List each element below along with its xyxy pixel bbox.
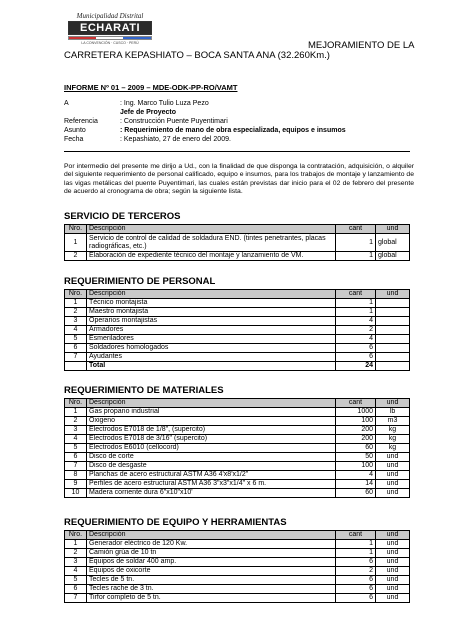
table-row (65, 299, 410, 308)
cell-und: kg (376, 435, 410, 444)
col-und: und (376, 531, 410, 540)
cell-cant: 1 (336, 540, 376, 549)
cell-und (376, 353, 410, 362)
meta-key: Fecha (64, 136, 84, 143)
report-number: INFORME Nº 01 – 2009 – MDE-ODK-PP-RO/VAMT (64, 83, 238, 92)
cell-cant: 4 (336, 471, 376, 480)
cell-desc: Oxigeno (87, 417, 336, 426)
cell-nro: 2 (65, 417, 87, 426)
table-row (65, 576, 410, 585)
table-row (65, 344, 410, 353)
body-paragraph: Por intermedio del presente me dirijo a Ud., con la finalidad de que disponga la contratación, adquisición, o alquiler del siguiente requerimiento de personal calificado, equipo e insumos, para los trabajos de montaje y lanzamiento de las vigas metálicas del puente Puyentimari, las cuales están previstas dar inicio para el 02 de febrero del presente de acuerdo al cronograma de obra; según la siguiente lista. (64, 163, 414, 196)
table-row (65, 435, 410, 444)
table-row (65, 417, 410, 426)
project-title-line1: MEJORAMIENTO DE LA (308, 40, 415, 51)
cell-und: und (376, 567, 410, 576)
cell-und (376, 362, 410, 371)
table-row (65, 462, 410, 471)
cell-desc: Servicio de control de calidad de soldadura END. (tintes penetrantes, placas radiográficas, etc.) (87, 234, 336, 252)
cell-und: und (376, 462, 410, 471)
table-row (65, 353, 410, 362)
cell-desc: Ayudantes (87, 353, 336, 362)
cell-desc: Tecles de 5 tn. (87, 576, 336, 585)
meta-key: Asunto (64, 127, 86, 134)
cell-nro: 6 (65, 453, 87, 462)
cell-desc: Esmeriladores (87, 335, 336, 344)
table-row (65, 558, 410, 567)
total-label: Total (87, 362, 336, 371)
table-row (65, 335, 410, 344)
cell-und (376, 326, 410, 335)
col-nro: Nro. (65, 225, 87, 234)
cell-cant: 60 (336, 489, 376, 498)
table-row (65, 489, 410, 498)
cell-nro: 1 (65, 408, 87, 417)
cell-cant: 6 (336, 558, 376, 567)
cell-cant: 14 (336, 480, 376, 489)
cell-nro: 2 (65, 252, 87, 261)
cell-desc: Electrodos E6010 (cellocord) (87, 444, 336, 453)
cell-desc: Elaboración de expediente técnico del montaje y lanzamiento de VM. (87, 252, 336, 261)
section-title-terceros: SERVICIO DE TERCEROS (64, 211, 181, 222)
section-title-equipo: REQUERIMIENTO DE EQUIPO Y HERRAMIENTAS (64, 517, 287, 528)
cell-desc: Tirfor completo de 5 tn. (87, 594, 336, 603)
table-materiales (64, 398, 410, 498)
cell-cant: 1 (336, 252, 376, 261)
cell-cant: 4 (336, 317, 376, 326)
cell-cant: 6 (336, 344, 376, 353)
table-row (65, 585, 410, 594)
cell-cant: 1 (336, 549, 376, 558)
col-cant: cant (336, 399, 376, 408)
cell-und: und (376, 480, 410, 489)
cell-nro: 5 (65, 444, 87, 453)
cell-und (376, 344, 410, 353)
section-title-personal: REQUERIMIENTO DE PERSONAL (64, 276, 216, 287)
cell-desc: Disco de desgaste (87, 462, 336, 471)
cell-und (376, 317, 410, 326)
table-row (65, 567, 410, 576)
cell-cant: 1 (336, 299, 376, 308)
cell-cant: 6 (336, 353, 376, 362)
meta-value: : Kepashiato, 27 de enero del 2009. (120, 136, 231, 143)
col-cant: cant (336, 531, 376, 540)
cell-desc: Maestro montajista (87, 308, 336, 317)
cell-nro: 7 (65, 594, 87, 603)
cell-und (376, 299, 410, 308)
cell-nro: 1 (65, 540, 87, 549)
meta-row-date (64, 135, 346, 144)
cell-nro: 3 (65, 558, 87, 567)
table-row (65, 234, 410, 252)
meta-key (64, 108, 120, 117)
cell-nro: 1 (65, 299, 87, 308)
cell-nro: 3 (65, 317, 87, 326)
col-desc: Descripción (87, 531, 336, 540)
cell-und: und (376, 576, 410, 585)
table-terceros (64, 224, 410, 261)
report-meta (64, 99, 346, 144)
cell-desc: Soldadores homologados (87, 344, 336, 353)
cell-desc: Madera corriente dura 6"x10"x10' (87, 489, 336, 498)
cell-und: und (376, 540, 410, 549)
cell-nro: 4 (65, 326, 87, 335)
project-title-line2: CARRETERA KEPASHIATO – BOCA SANTA ANA (32.260Km.) (64, 50, 330, 61)
cell-nro: 1 (65, 234, 87, 252)
cell-desc: Tecles rache de 3 tn. (87, 585, 336, 594)
col-desc: Descripción (87, 225, 336, 234)
cell-desc: Camión grúa de 10 tn (87, 549, 336, 558)
col-desc: Descripción (87, 399, 336, 408)
table-row (65, 308, 410, 317)
table-row (65, 549, 410, 558)
section-title-materiales: REQUERIMIENTO DE MATERIALES (64, 385, 224, 396)
meta-row-to (64, 99, 346, 108)
cell-cant: 6 (336, 576, 376, 585)
cell-desc: Armadores (87, 326, 336, 335)
cell-und: und (376, 549, 410, 558)
cell-nro: 7 (65, 462, 87, 471)
cell-nro: 7 (65, 353, 87, 362)
cell-desc: Electrodos E7018 de 3/16" (supercito) (87, 435, 336, 444)
table-row (65, 426, 410, 435)
cell-cant: 100 (336, 417, 376, 426)
cell-cant: 100 (336, 462, 376, 471)
cell-und: und (376, 489, 410, 498)
meta-key: A (64, 100, 69, 107)
table-row (65, 326, 410, 335)
meta-key: Referencia (64, 118, 98, 125)
cell-desc: Técnico montajista (87, 299, 336, 308)
cell-und: und (376, 594, 410, 603)
col-nro: Nro. (65, 531, 87, 540)
table-row (65, 471, 410, 480)
cell-nro: 8 (65, 471, 87, 480)
cell-desc: Operarios montajistas (87, 317, 336, 326)
table-total-row (65, 362, 410, 371)
col-und: und (376, 399, 410, 408)
cell-cant: 200 (336, 426, 376, 435)
cell-nro: 6 (65, 585, 87, 594)
cell-desc: Electrodos E7018 de 1/8", (supercito) (87, 426, 336, 435)
cell-cant: 6 (336, 585, 376, 594)
cell-desc: Generador eléctrico de 120 Kw. (87, 540, 336, 549)
cell-nro: 5 (65, 576, 87, 585)
table-header-row (65, 399, 410, 408)
cell-cant: 50 (336, 453, 376, 462)
cell-und (376, 335, 410, 344)
table-row (65, 594, 410, 603)
cell-und: und (376, 585, 410, 594)
cell-desc: Equipos de soldar 400 amp. (87, 558, 336, 567)
cell-und: lb (376, 408, 410, 417)
table-equipo (64, 530, 410, 603)
table-personal (64, 289, 410, 371)
cell-cant: 200 (336, 435, 376, 444)
total-value: 24 (336, 362, 376, 371)
col-und: und (376, 290, 410, 299)
logo-brand-text: ECHARATI (68, 21, 152, 35)
cell-nro: 6 (65, 344, 87, 353)
cell-nro: 3 (65, 426, 87, 435)
table-row (65, 408, 410, 417)
table-header-row (65, 225, 410, 234)
col-nro: Nro. (65, 290, 87, 299)
table-row (65, 252, 410, 261)
table-row (65, 480, 410, 489)
cell-desc: Planchas de acero estructural ASTM A36 4'x8'x1/2" (87, 471, 336, 480)
cell-nro: 2 (65, 549, 87, 558)
col-und: und (376, 225, 410, 234)
table-header-row (65, 531, 410, 540)
col-cant: cant (336, 290, 376, 299)
cell-und: m3 (376, 417, 410, 426)
cell-nro: 10 (65, 489, 87, 498)
cell-nro: 4 (65, 567, 87, 576)
cell-und (376, 308, 410, 317)
meta-value: : Construcción Puente Puyentimari (120, 118, 228, 125)
meta-value: : Ing. Marco Tulio Luza Pezo (120, 100, 209, 107)
meta-value: Jefe de Proyecto (120, 109, 177, 116)
col-cant: cant (336, 225, 376, 234)
cell-cant: 4 (336, 335, 376, 344)
cell-cant: 2 (336, 326, 376, 335)
logo-tagline: LA CONVENCIÓN · CUSCO · PERÚ (81, 41, 139, 45)
table-header-row (65, 290, 410, 299)
municipality-logo (64, 12, 156, 46)
meta-value: : Requerimiento de mano de obra especializada, equipos e insumos (120, 127, 346, 134)
table-row (65, 317, 410, 326)
cell-und: und (376, 558, 410, 567)
cell-desc: Gas propano industrial (87, 408, 336, 417)
table-row (65, 540, 410, 549)
cell-desc: Perfiles de acero estructural ASTM A36 3"x3"x1/4" x 6 m. (87, 480, 336, 489)
meta-row-reference (64, 117, 346, 126)
meta-row-subject (64, 126, 346, 135)
cell-cant: 1000 (336, 408, 376, 417)
cell-und: global (376, 252, 410, 261)
divider-line (64, 151, 410, 152)
cell-und: kg (376, 444, 410, 453)
logo-script-text: Municipalidad Distrital (76, 12, 144, 20)
cell-desc: Equipos de oxicorte (87, 567, 336, 576)
col-desc: Descripción (87, 290, 336, 299)
cell-cant: 1 (336, 308, 376, 317)
cell-nro (65, 362, 87, 371)
cell-cant: 60 (336, 444, 376, 453)
cell-desc: Disco de corte (87, 453, 336, 462)
table-row (65, 444, 410, 453)
cell-nro: 9 (65, 480, 87, 489)
logo-flag-strip (68, 36, 152, 40)
cell-und: und (376, 453, 410, 462)
cell-und: und (376, 471, 410, 480)
cell-cant: 1 (336, 234, 376, 252)
cell-nro: 4 (65, 435, 87, 444)
col-nro: Nro. (65, 399, 87, 408)
cell-und: global (376, 234, 410, 252)
cell-nro: 2 (65, 308, 87, 317)
cell-cant: 2 (336, 567, 376, 576)
meta-row-role (64, 108, 346, 117)
table-row (65, 453, 410, 462)
cell-cant: 6 (336, 594, 376, 603)
cell-und: kg (376, 426, 410, 435)
cell-nro: 5 (65, 335, 87, 344)
